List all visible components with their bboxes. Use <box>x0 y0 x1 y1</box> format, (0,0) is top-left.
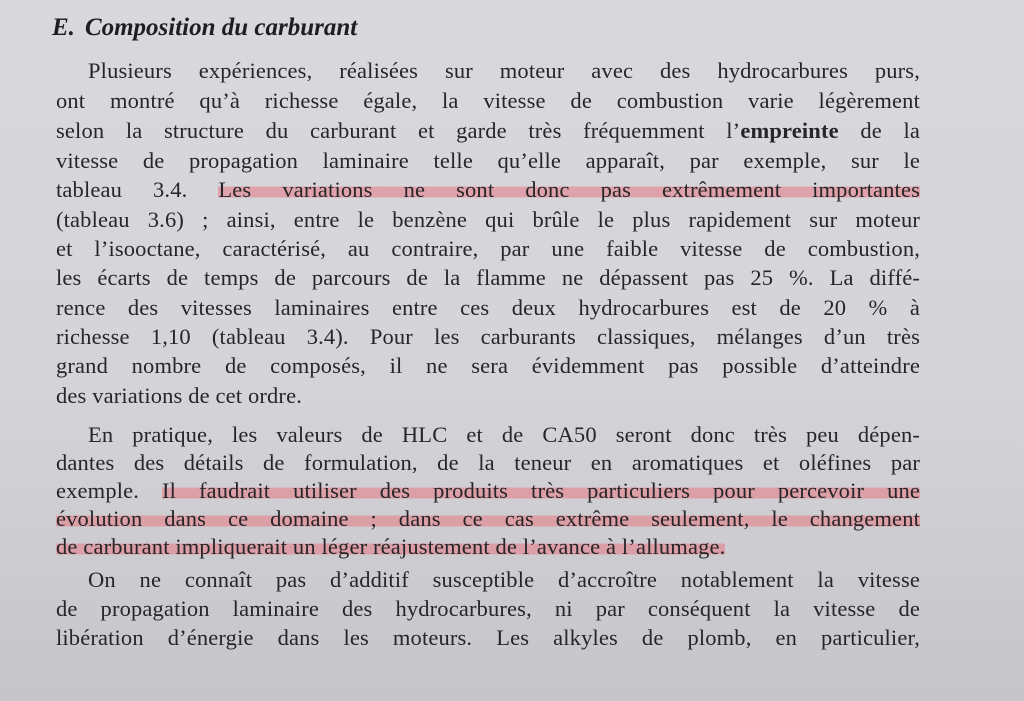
section-title: Composition du carburant <box>84 14 358 41</box>
text-line: libération d’énergie dans les moteurs. Les alkyles de plomb, en particulier, <box>56 625 920 650</box>
text-line <box>56 504 920 534</box>
text-line: vitesse de propagation laminaire telle qu’elle apparaît, par exemple, sur le <box>56 148 920 173</box>
text-line: On ne connaît pas d’additif susceptible d’accroître notablement la vitesse <box>88 567 920 592</box>
highlighted-text: de carburant impliquerait un léger réajustement de l’avance à l’allumage. <box>56 534 726 559</box>
text-line: exemple. Il faudrait utiliser des produits très particuliers pour percevoir une <box>56 478 921 503</box>
section-letter: E. <box>52 14 75 41</box>
highlighted-text: Les variations ne sont donc pas extrêmement importantes <box>218 177 920 202</box>
text-line: Plusieurs expériences, réalisées sur moteur avec des hydrocarbures purs, <box>88 58 920 83</box>
highlighted-text: Il faudrait utiliser des produits très particuliers pour percevoir une <box>162 478 921 503</box>
text-line: rence des vitesses laminaires entre ces deux hydrocarbures est de 20 % à <box>56 295 920 320</box>
text-line: des variations de cet ordre. <box>56 383 302 408</box>
text-line: (tableau 3.6) ; ainsi, entre le benzène qui brûle le plus rapidement sur moteur <box>56 207 920 232</box>
bold-term: empreinte <box>740 118 839 143</box>
text-line: En pratique, les valeurs de HLC et de CA50 seront donc très peu dépen- <box>88 422 920 447</box>
text-line: tableau 3.4. Les variations ne sont donc pas extrêmement importantes <box>56 177 920 202</box>
text-line: selon la structure du carburant et garde très fréquemment l’empreinte de la <box>56 118 921 143</box>
text-line: grand nombre de composés, il ne sera évidemment pas possible d’atteindre <box>56 353 920 378</box>
text-line: de propagation laminaire des hydrocarbures, ni par conséquent la vitesse de <box>56 596 920 621</box>
text-line: les écarts de temps de parcours de la flamme ne dépassent pas 25 %. La diffé- <box>56 265 920 290</box>
text-line <box>56 532 920 562</box>
text-line: et l’isooctane, caractérisé, au contraire, par une faible vitesse de combustion, <box>56 236 920 261</box>
text-line: richesse 1,10 (tableau 3.4). Pour les carburants classiques, mélanges d’un très <box>56 324 920 349</box>
text-line: dantes des détails de formulation, de la teneur en aromatiques et oléfines par <box>56 450 920 475</box>
text-line: ont montré qu’à richesse égale, la vitesse de combustion varie légèrement <box>56 88 920 113</box>
highlighted-text: évolution dans ce domaine ; dans ce cas extrême seulement, le changement <box>56 506 920 531</box>
section-heading <box>52 14 357 42</box>
